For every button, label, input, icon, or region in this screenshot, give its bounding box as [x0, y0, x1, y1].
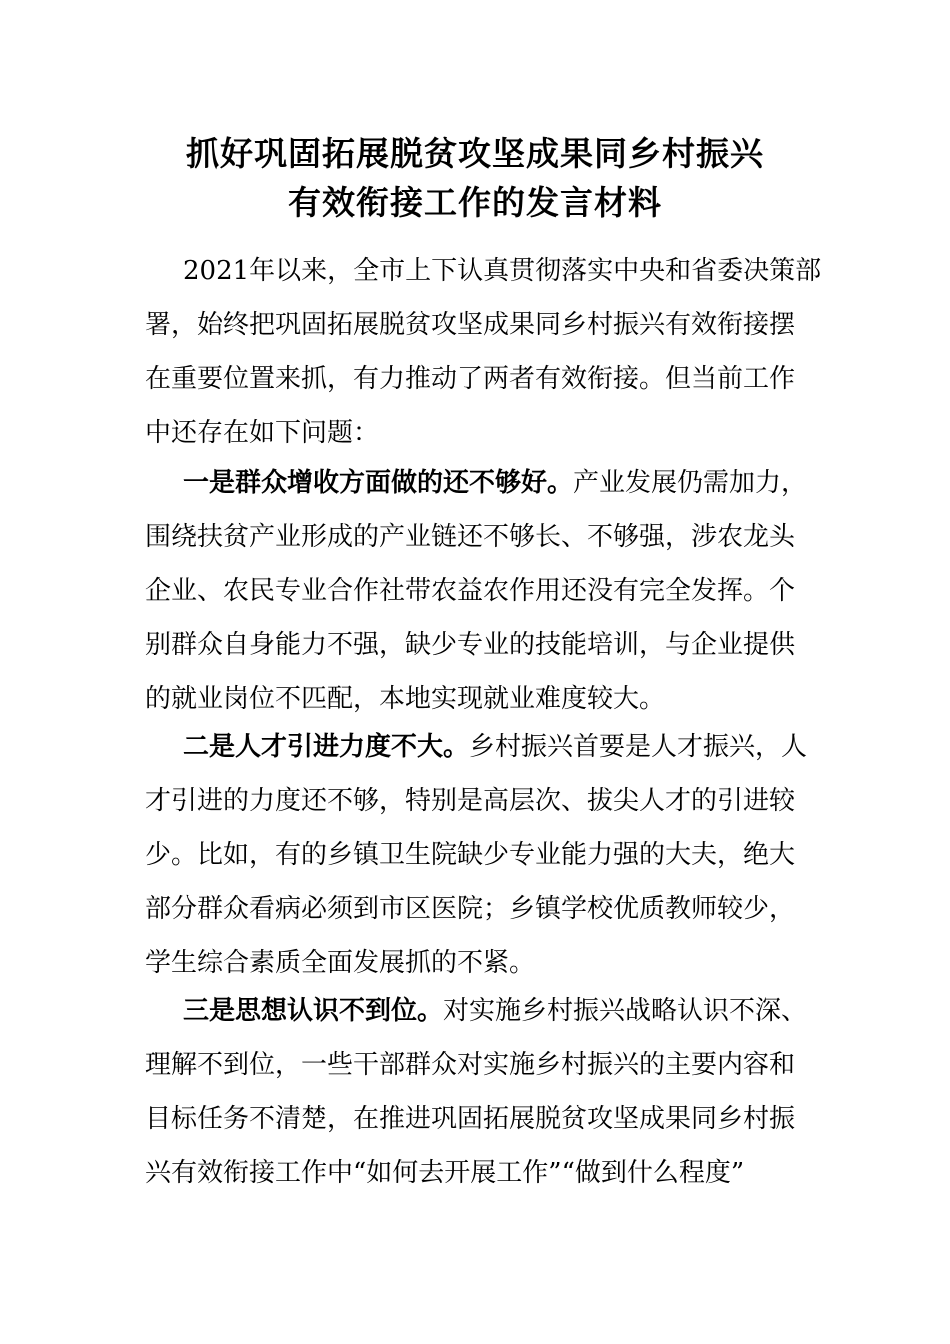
- paragraph-first-line: [183, 993, 807, 1029]
- issue-heading: 二是人才引进力度不大。: [183, 732, 470, 762]
- paragraph-line: 2021年以来，全市上下认真贯彻落实中央和省委决策部: [183, 256, 822, 286]
- paragraph-line: 理解不到位，一些干部群众对实施乡村振兴的主要内容和: [145, 1050, 796, 1080]
- paragraph-line-text: 对实施乡村振兴战略认识不深、: [443, 996, 808, 1026]
- paragraph-line: 围绕扶贫产业形成的产业链还不够长、不够强，涉农龙头: [145, 522, 796, 552]
- document-title-line-2: 有效衔接工作的发言材料: [288, 183, 662, 222]
- paragraph-line: 在重要位置来抓，有力推动了两者有效衔接。但当前工作: [145, 364, 796, 394]
- paragraph-first-line: [183, 729, 807, 765]
- paragraph-first-line: [183, 465, 807, 501]
- document-title-line-1: 抓好巩固拓展脱贫攻坚成果同乡村振兴: [186, 134, 764, 173]
- paragraph-line: 少。比如，有的乡镇卫生院缺少专业能力强的大夫，绝大: [145, 840, 796, 870]
- paragraph-line: 兴有效衔接工作中“如何去开展工作”“做到什么程度”: [145, 1158, 745, 1188]
- paragraph-line: 部分群众看病必须到市区医院；乡镇学校优质教师较少，: [145, 894, 796, 924]
- paragraph-line: 的就业岗位不匹配，本地实现就业难度较大。: [145, 684, 666, 714]
- issue-heading: 三是思想认识不到位。: [183, 996, 444, 1026]
- paragraph-line: 企业、农民专业合作社带农益农作用还没有完全发挥。个: [145, 576, 796, 606]
- paragraph-line-text: 产业发展仍需加力，: [573, 468, 808, 498]
- paragraph-line: 学生综合素质全面发展抓的不紧。: [145, 948, 536, 978]
- paragraph-line: 目标任务不清楚，在推进巩固拓展脱贫攻坚成果同乡村振: [145, 1104, 796, 1134]
- paragraph-line-text: 乡村振兴首要是人才振兴，人: [469, 732, 808, 762]
- paragraph-line: 才引进的力度还不够，特别是高层次、拔尖人才的引进较: [145, 786, 796, 816]
- issue-heading: 一是群众增收方面做的还不够好。: [183, 468, 574, 498]
- paragraph-line: 署，始终把巩固拓展脱贫攻坚成果同乡村振兴有效衔接摆: [145, 310, 796, 340]
- paragraph-line: 别群众自身能力不强，缺少专业的技能培训，与企业提供: [145, 630, 796, 660]
- paragraph-line: 中还存在如下问题：: [145, 418, 380, 448]
